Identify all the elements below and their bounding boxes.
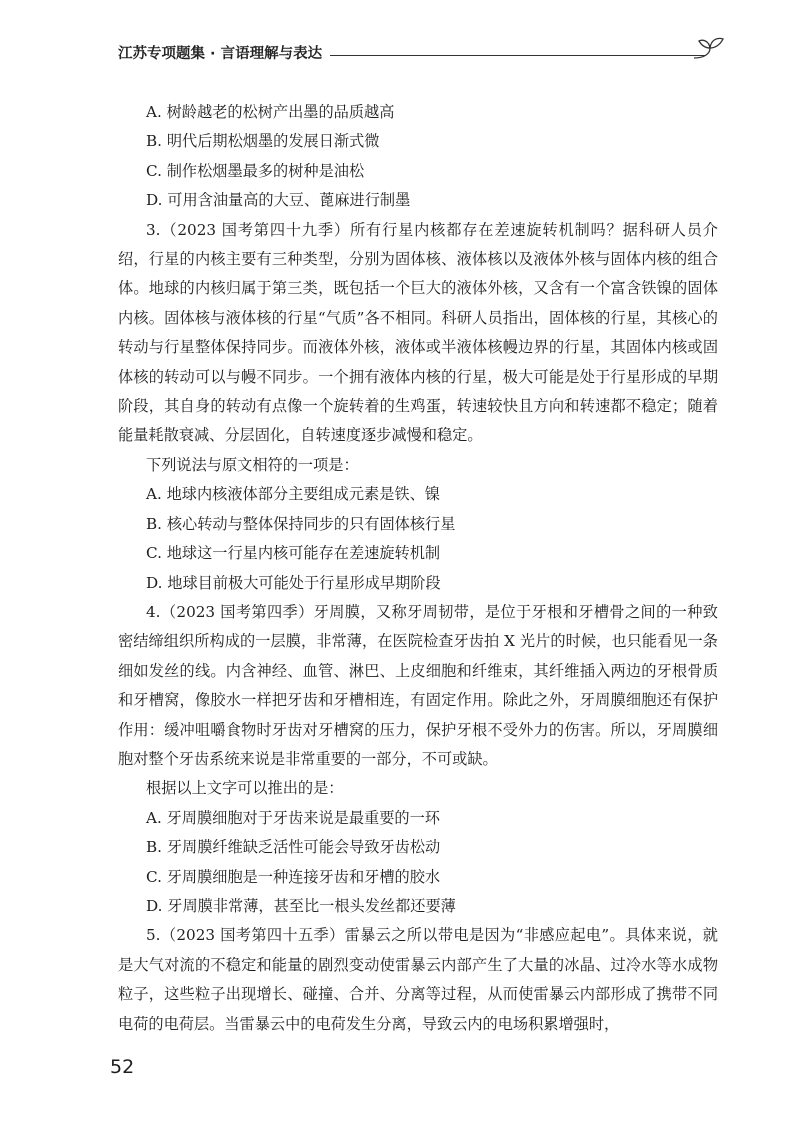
page-number: 52 [110, 1056, 135, 1078]
q3-question: 下列说法与原文相符的一项是： [146, 455, 359, 474]
q3-passage: 3.（2023 国考第四十九季）所有行星内核都存在差速旋转机制吗？据科研人员介绍，行星的内核主要有三种类型，分别为固体核、液体核以及液体外核与固体内核的组合体。地球的内核归属于第三类，既包括一个巨大的液体外核，又含有一个富含铁镍的固体内核。固体核与液体核的行星“气质”各不相同。科研人员指出，固体核的行星，其核心的转动与行星整体保持同步。而液体外核，液体或半液体核幔边界的行星，其固体内核或固体核的转动可以与幔不同步。一个拥有液体内核的行星，极大可能是处于行星形成的早期阶段，其自身的转动有点像一个旋转着的生鸡蛋，转速较快且方向和转速都不稳定；随着能量耗散衰减、分层固化，自转速度逐步减慢和稳定。 [118, 220, 718, 445]
q5-passage: 5.（2023 国考第四十五季）雷暴云之所以带电是因为“非感应起电”。具体来说，就是大气对流的不稳定和能量的剧烈变动使雷暴云内部产生了大量的冰晶、过冷水等水成物粒子，这些粒子出现增长、碰撞、合并、分离等过程，从而使雷暴云内部形成了携带不同电荷的电荷层。当雷暴云中的电荷发生分离，导致云内的电场积累增强时， [118, 926, 718, 1033]
q2-option-b: B. 明代后期松烟墨的发展日渐式微 [146, 132, 380, 151]
q3-option-b: B. 核心转动与整体保持同步的只有固体核行星 [146, 514, 456, 533]
q3-option-c: C. 地球这一行星内核可能存在差速旋转机制 [146, 544, 441, 563]
q4-passage: 4.（2023 国考第四季）牙周膜，又称牙周韧带，是位于牙根和牙槽骨之间的一种致密结缔组织所构成的一层膜，非常薄，在医院检查牙齿拍 X 光片的时候，也只能看见一条细如发丝的线。内含神经、血管、淋巴、上皮细胞和纤维束，其纤维插入两边的牙根骨质和牙槽窝，像胶水一样把牙齿和牙槽相连，有固定作用。除此之外，牙周膜细胞还有保护作用：缓冲咀嚼食物时牙齿对牙槽窝的压力，保护牙根不受外力的伤害。所以，牙周膜细胞对整个牙齿系统来说是非常重要的一部分，不可或缺。 [118, 602, 718, 768]
sprout-icon [690, 32, 730, 68]
q4-option-d: D. 牙周膜非常薄，甚至比一根头发丝都还要薄 [146, 896, 456, 915]
q4-question: 根据以上文字可以推出的是： [146, 779, 344, 798]
q4-option-c: C. 牙周膜细胞是一种连接牙齿和牙槽的胶水 [146, 867, 441, 886]
q2-option-c: C. 制作松烟墨最多的树种是油松 [146, 161, 365, 180]
header-rule [330, 55, 706, 56]
q3-option-d: D. 地球目前极大可能处于行星形成早期阶段 [146, 573, 441, 592]
q3-option-a: A. 地球内核液体部分主要组成元素是铁、镍 [146, 485, 440, 504]
q2-option-d: D. 可用含油量高的大豆、蓖麻进行制墨 [146, 191, 411, 210]
page-content [118, 98, 718, 1039]
q4-option-a: A. 牙周膜细胞对于牙齿来说是最重要的一环 [146, 808, 440, 827]
q4-option-b: B. 牙周膜纤维缺乏活性可能会导致牙齿松动 [146, 838, 441, 857]
running-header [118, 44, 730, 70]
header-title: 江苏专项题集 · 言语理解与表达 [118, 46, 323, 62]
q2-option-a: A. 树龄越老的松树产出墨的品质越高 [146, 103, 395, 121]
